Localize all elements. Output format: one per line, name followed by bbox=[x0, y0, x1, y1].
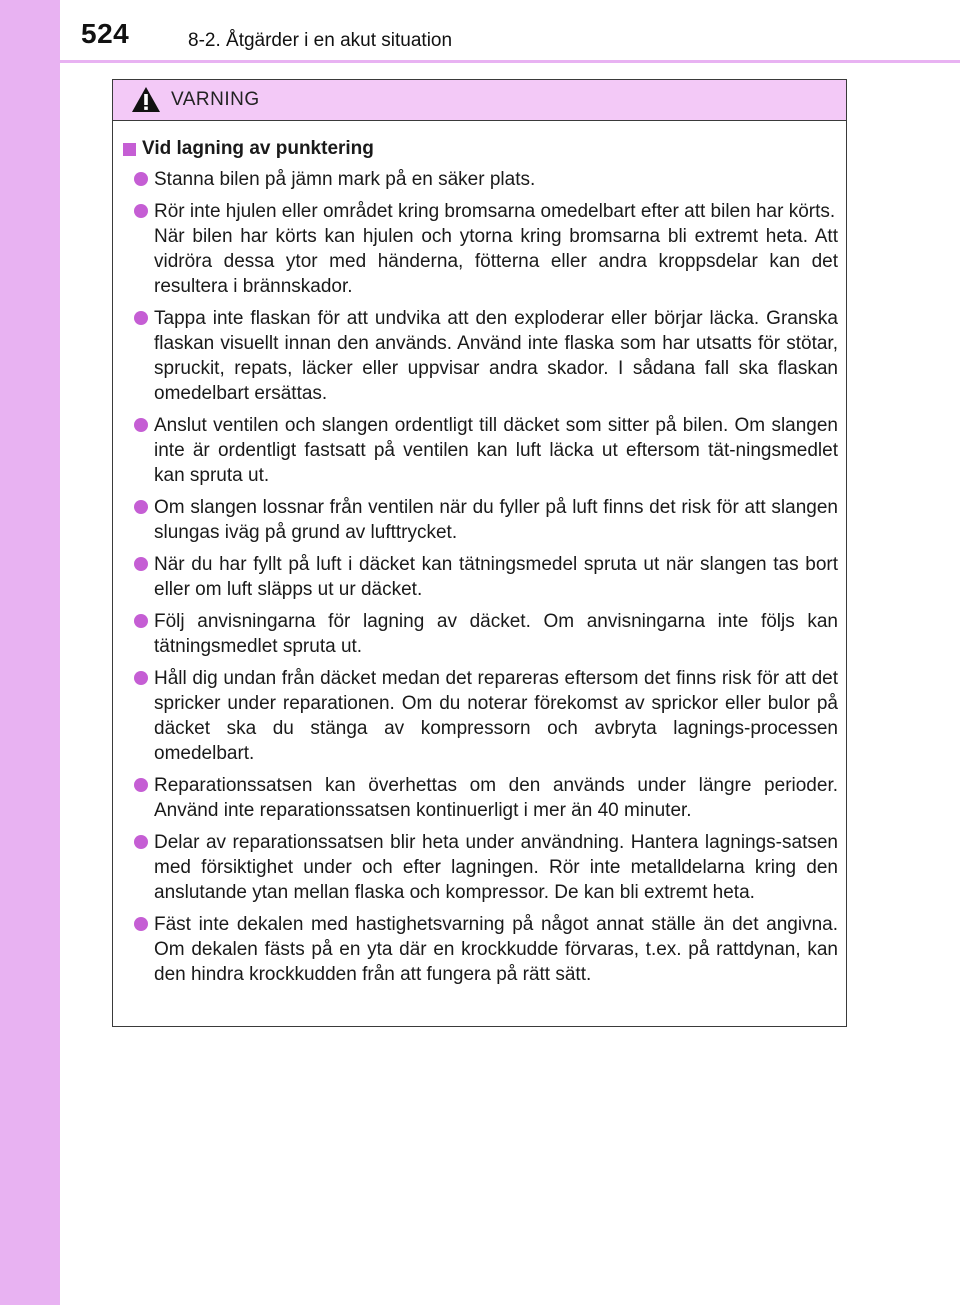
warning-item-text bbox=[154, 306, 838, 406]
round-bullet-icon bbox=[134, 917, 148, 931]
warning-box bbox=[112, 79, 847, 1027]
warning-list-item bbox=[123, 830, 838, 905]
warning-list-item bbox=[123, 413, 838, 488]
warning-header bbox=[113, 80, 846, 121]
warning-list-item bbox=[123, 495, 838, 545]
warning-item-text bbox=[154, 199, 838, 299]
square-bullet-icon bbox=[123, 143, 136, 156]
side-tab-strip bbox=[0, 0, 60, 1305]
round-bullet-icon bbox=[134, 614, 148, 628]
warning-item-text bbox=[154, 167, 838, 192]
warning-list-item bbox=[123, 912, 838, 987]
round-bullet-icon bbox=[134, 418, 148, 432]
round-bullet-icon bbox=[134, 172, 148, 186]
warning-list-item bbox=[123, 167, 838, 192]
warning-item-paragraph: Reparationssatsen kan överhettas om den används under längre perioder. Använd inte reparationssatsen kontinuerligt i mer än 40 minuter. bbox=[154, 775, 838, 821]
warning-list-item bbox=[123, 199, 838, 299]
round-bullet-icon bbox=[134, 311, 148, 325]
header-divider bbox=[60, 60, 960, 63]
warning-item-text bbox=[154, 413, 838, 488]
warning-item-text bbox=[154, 495, 838, 545]
warning-item-paragraph: Om slangen lossnar från ventilen när du fyller på luft finns det risk för att slangen slungas iväg på grund av lufttrycket. bbox=[154, 497, 838, 543]
round-bullet-icon bbox=[134, 671, 148, 685]
warning-item-text bbox=[154, 773, 838, 823]
warning-item-paragraph: Rör inte hjulen eller området kring bromsarna omedelbart efter att bilen har körts. bbox=[154, 201, 836, 222]
warning-item-text bbox=[154, 609, 838, 659]
warning-item-paragraph: Tappa inte flaskan för att undvika att den exploderar eller börjar läcka. Granska flaskan visuellt innan den används. Använd inte flaska som har utsatts för stötar, spruckit, repats, läcker eller uppvisar andra skador. I sådana fall ska flaskan omedelbart ersättas. bbox=[154, 308, 838, 404]
warning-item-text bbox=[154, 666, 838, 766]
round-bullet-icon bbox=[134, 835, 148, 849]
warning-item-paragraph: Stanna bilen på jämn mark på en säker plats. bbox=[154, 169, 536, 190]
warning-item-text bbox=[154, 830, 838, 905]
section-title: 8-2. Åtgärder i en akut situation bbox=[188, 30, 453, 51]
warning-item-text bbox=[154, 552, 838, 602]
warning-content bbox=[113, 121, 846, 987]
warning-item-paragraph: När bilen har körts kan hjulen och ytorna kring bromsarna bli extremt heta. Att vidröra dessa ytor med händerna, fötterna eller andra kroppsdelar kan det resultera i brännskador. bbox=[154, 226, 838, 297]
warning-label: VARNING bbox=[171, 89, 260, 110]
warning-list-item bbox=[123, 666, 838, 766]
round-bullet-icon bbox=[134, 557, 148, 571]
warning-subheading bbox=[123, 137, 838, 161]
warning-item-paragraph: När du har fyllt på luft i däcket kan tätningsmedel spruta ut när slangen tas bort eller om luft släpps ut ur däcket. bbox=[154, 554, 838, 600]
warning-list-item bbox=[123, 306, 838, 406]
warning-item-paragraph: Håll dig undan från däcket medan det repareras eftersom det finns risk för att det spricker under reparationen. Om du noterar förekomst av sprickor eller bulor på däcket ska du stänga av kompressorn och avbryta lagnings-processen omedelbart. bbox=[154, 668, 838, 764]
warning-item-paragraph: Anslut ventilen och slangen ordentligt till däcket som sitter på bilen. Om slangen inte är ordentligt fastsatt på ventilen kan luft läcka ut eftersom tät-ningsmedlet kan spruta ut. bbox=[154, 415, 838, 486]
round-bullet-icon bbox=[134, 778, 148, 792]
round-bullet-icon bbox=[134, 500, 148, 514]
warning-triangle-icon bbox=[131, 86, 161, 113]
warning-item-text bbox=[154, 912, 838, 987]
warning-list-item bbox=[123, 552, 838, 602]
round-bullet-icon bbox=[134, 204, 148, 218]
page-number: 524 bbox=[81, 18, 130, 49]
warning-list-item bbox=[123, 609, 838, 659]
warning-list-item bbox=[123, 773, 838, 823]
warning-item-paragraph: Fäst inte dekalen med hastighetsvarning på något annat ställe än det angivna. Om dekalen fästs på en yta där en krockkudde förvaras, t.ex. på rattdynan, kan den hindra krockkudden från att fungera på rätt sätt. bbox=[154, 914, 838, 985]
warning-list bbox=[123, 167, 838, 987]
subheading-text: Vid lagning av punktering bbox=[142, 138, 374, 159]
warning-item-paragraph: Delar av reparationssatsen blir heta under användning. Hantera lagnings-satsen med försiktighet under och efter lagningen. Rör inte metalldelarna kring den anslutande ytan mellan flaska och kompressor. De kan bli extremt heta. bbox=[154, 832, 838, 903]
warning-item-paragraph: Följ anvisningarna för lagning av däcket. Om anvisningarna inte följs kan tätningsmedlet spruta ut. bbox=[154, 611, 838, 657]
